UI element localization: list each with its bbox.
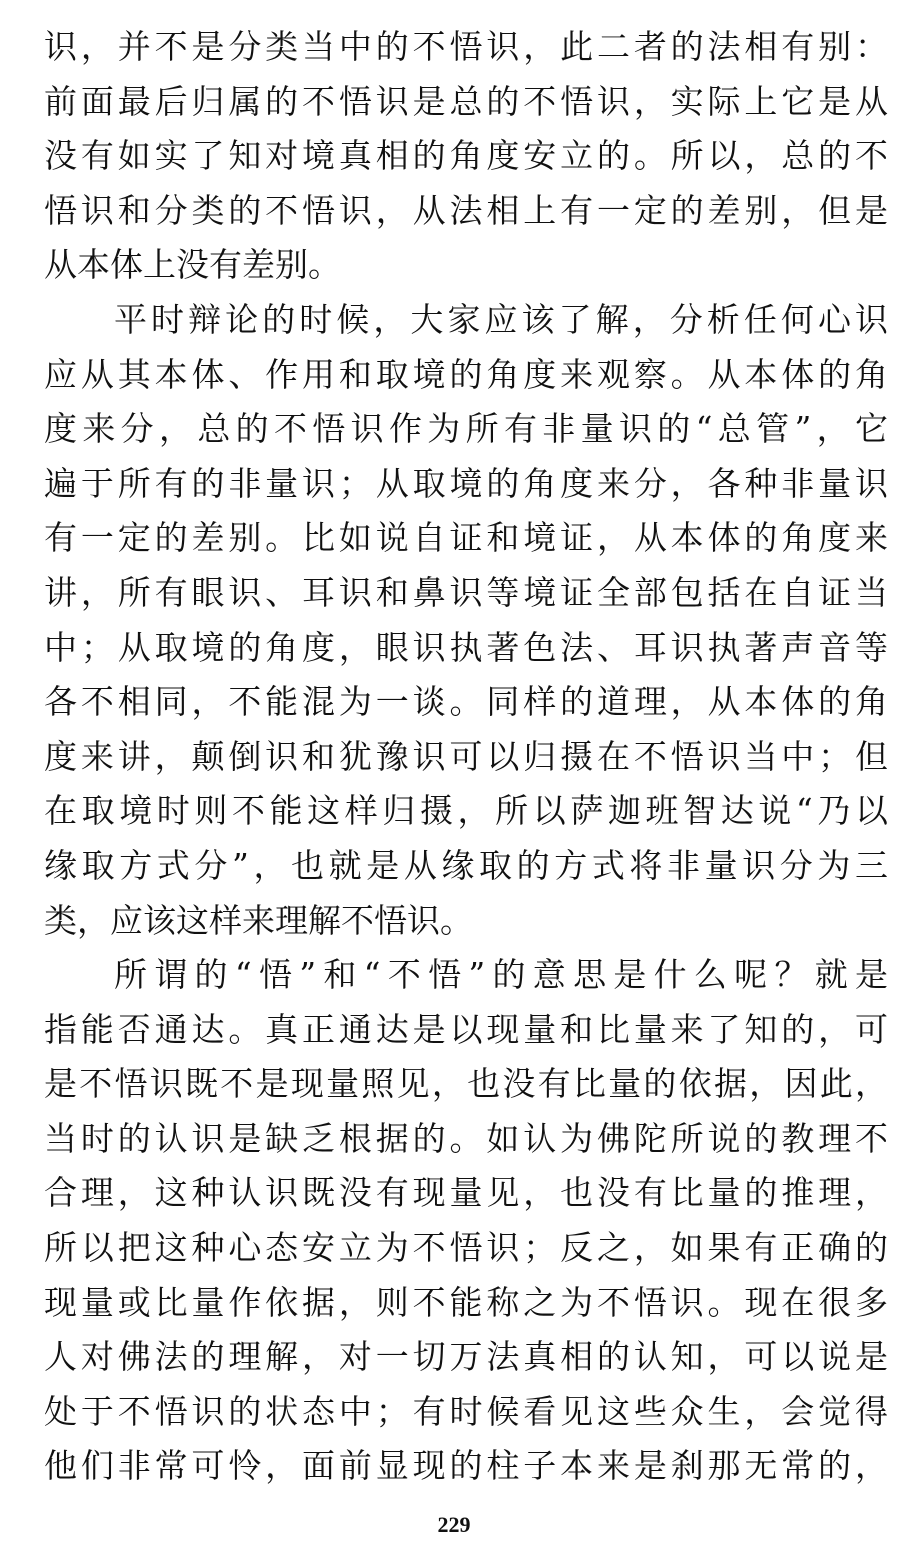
text-line: 度来讲，颠倒识和犹豫识可以归摄在不悟识当中；但 (44, 736, 888, 776)
text-line: 类，应该这样来理解不悟识。 (44, 900, 473, 940)
page-body (44, 0, 888, 1494)
text-line: 中；从取境的角度，眼识执著色法、耳识执著声音等 (44, 627, 888, 667)
text-line: 从本体上没有差别。 (44, 245, 341, 285)
text-line: 在取境时则不能这样归摄，所以萨迦班智达说“乃以 (44, 791, 888, 831)
text-line: 他们非常可怜，面前显现的柱子本来是刹那无常的， (44, 1446, 888, 1486)
text-line: 处于不悟识的状态中；有时候看见这些众生，会觉得 (44, 1391, 888, 1431)
text-line: 前面最后归属的不悟识是总的不悟识，实际上它是从 (44, 81, 888, 121)
text-line: 指能否通达。真正通达是以现量和比量来了知的，可 (44, 1009, 888, 1049)
text-line: 所以把这种心态安立为不悟识；反之，如果有正确的 (44, 1228, 888, 1268)
text-line: 度来分，总的不悟识作为所有非量识的“总管”，它 (44, 409, 888, 449)
paragraph-first-line: 所谓的“悟”和“不悟”的意思是什么呢？就是 (114, 955, 888, 995)
page-number: 229 (437, 1512, 471, 1537)
text-line: 有一定的差别。比如说自证和境证，从本体的角度来 (44, 518, 888, 558)
text-line: 讲，所有眼识、耳识和鼻识等境证全部包括在自证当 (44, 572, 888, 612)
text-line: 悟识和分类的不悟识，从法相上有一定的差别，但是 (44, 190, 888, 230)
text-line: 现量或比量作依据，则不能称之为不悟识。现在很多 (44, 1282, 888, 1322)
text-line: 识，并不是分类当中的不悟识，此二者的法相有别： (44, 27, 888, 66)
text-line: 应从其本体、作用和取境的角度来观察。从本体的角 (44, 354, 888, 394)
text-line: 当时的认识是缺乏根据的。如认为佛陀所说的教理不 (44, 1118, 888, 1158)
text-line: 合理，这种认识既没有现量见，也没有比量的推理， (44, 1173, 888, 1213)
text-line: 是不悟识既不是现量照见，也没有比量的依据，因此， (44, 1064, 888, 1104)
paragraph-first-line: 平时辩论的时候，大家应该了解，分析任何心识 (114, 299, 888, 339)
text-line: 没有如实了知对境真相的角度安立的。所以，总的不 (44, 136, 888, 176)
text-line: 缘取方式分”，也就是从缘取的方式将非量识分为三 (44, 845, 888, 885)
text-line: 各不相同，不能混为一谈。同样的道理，从本体的角 (44, 682, 888, 722)
text-line: 人对佛法的理解，对一切万法真相的认知，可以说是 (44, 1337, 888, 1377)
text-line: 遍于所有的非量识；从取境的角度来分，各种非量识 (44, 463, 888, 503)
